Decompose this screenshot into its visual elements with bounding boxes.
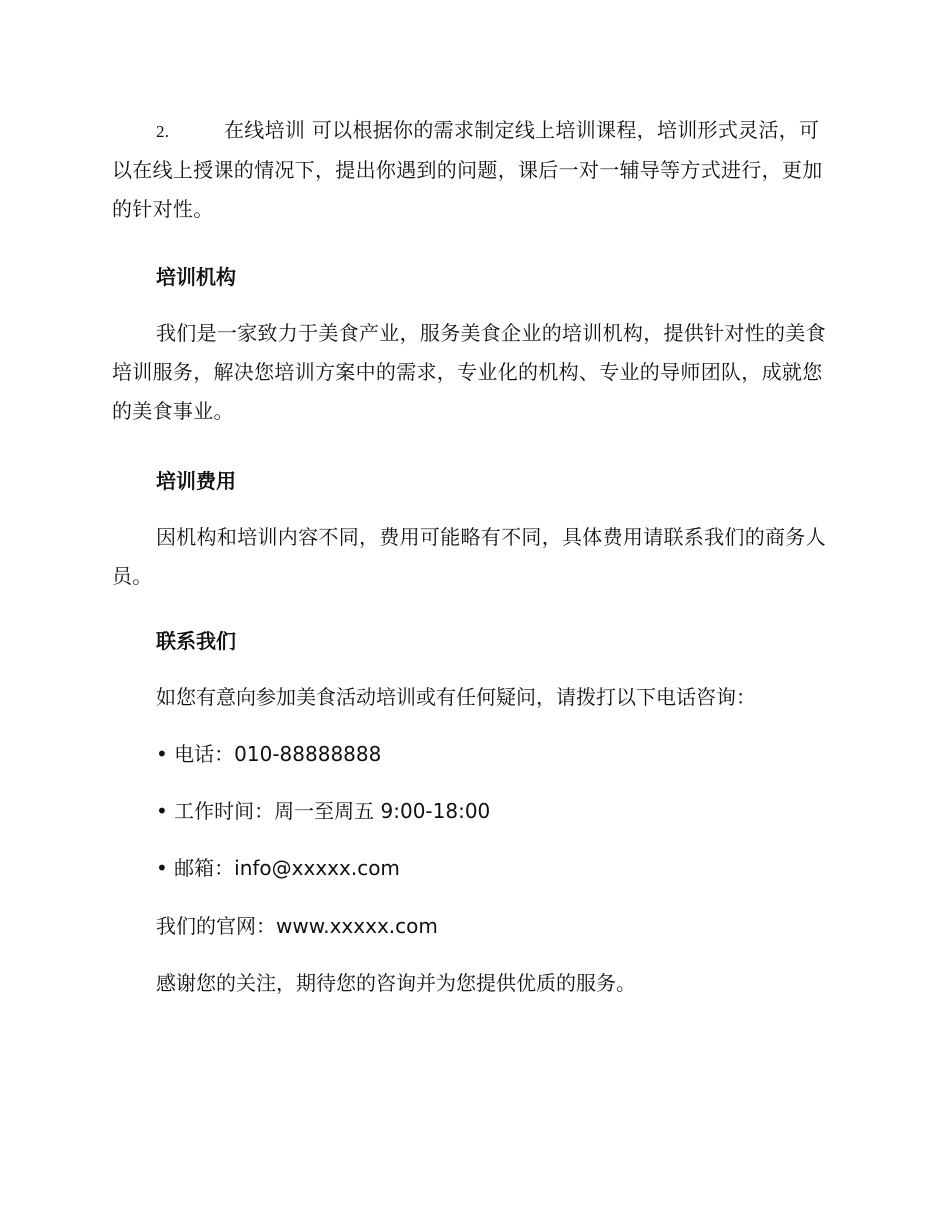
- bullet: •: [156, 799, 168, 823]
- contact-email: [156, 853, 400, 883]
- item-text: 在线培训 可以根据你的需求制定线上培训课程，培训形式灵活，可以在线上授课的情况下，提出你遇到的问题，课后一对一辅导等方式进行，更加的针对性。: [112, 118, 823, 221]
- contact-intro: 如您有意向参加美食活动培训或有任何疑问，请拨打以下电话咨询：: [156, 685, 756, 709]
- phone-value: 010-88888888: [234, 742, 382, 766]
- numbered-item-2: [112, 111, 836, 229]
- contact-phone: [156, 739, 381, 769]
- contact-hours: [156, 796, 490, 826]
- paragraph-org: 我们是一家致力于美食产业，服务美食企业的培训机构，提供针对性的美食培训服务，解决您培训方案中的需求，专业化的机构、专业的导师团队，成就您的美食事业。: [112, 321, 826, 423]
- bullet: •: [156, 856, 168, 880]
- hours-value: 周一至周五 9:00-18:00: [274, 799, 491, 823]
- section-heading-fee: 培训费用: [156, 469, 236, 493]
- paragraph-fee: 因机构和培训内容不同，费用可能略有不同，具体费用请联系我们的商务人员。: [112, 525, 826, 588]
- email-value: info@xxxxx.com: [234, 856, 400, 880]
- closing-text: 感谢您的关注，期待您的咨询并为您提供优质的服务。: [156, 971, 636, 995]
- website-label: 我们的官网：: [156, 914, 276, 938]
- item-number: 2.: [156, 122, 170, 141]
- hours-label: 工作时间：: [174, 799, 275, 823]
- website-value: www.xxxxx.com: [276, 914, 438, 938]
- section-heading-contact: 联系我们: [156, 629, 236, 653]
- section-heading-org: 培训机构: [156, 265, 236, 289]
- email-label: 邮箱：: [174, 856, 235, 880]
- website-line: [156, 911, 438, 941]
- phone-label: 电话：: [174, 742, 235, 766]
- bullet: •: [156, 742, 168, 766]
